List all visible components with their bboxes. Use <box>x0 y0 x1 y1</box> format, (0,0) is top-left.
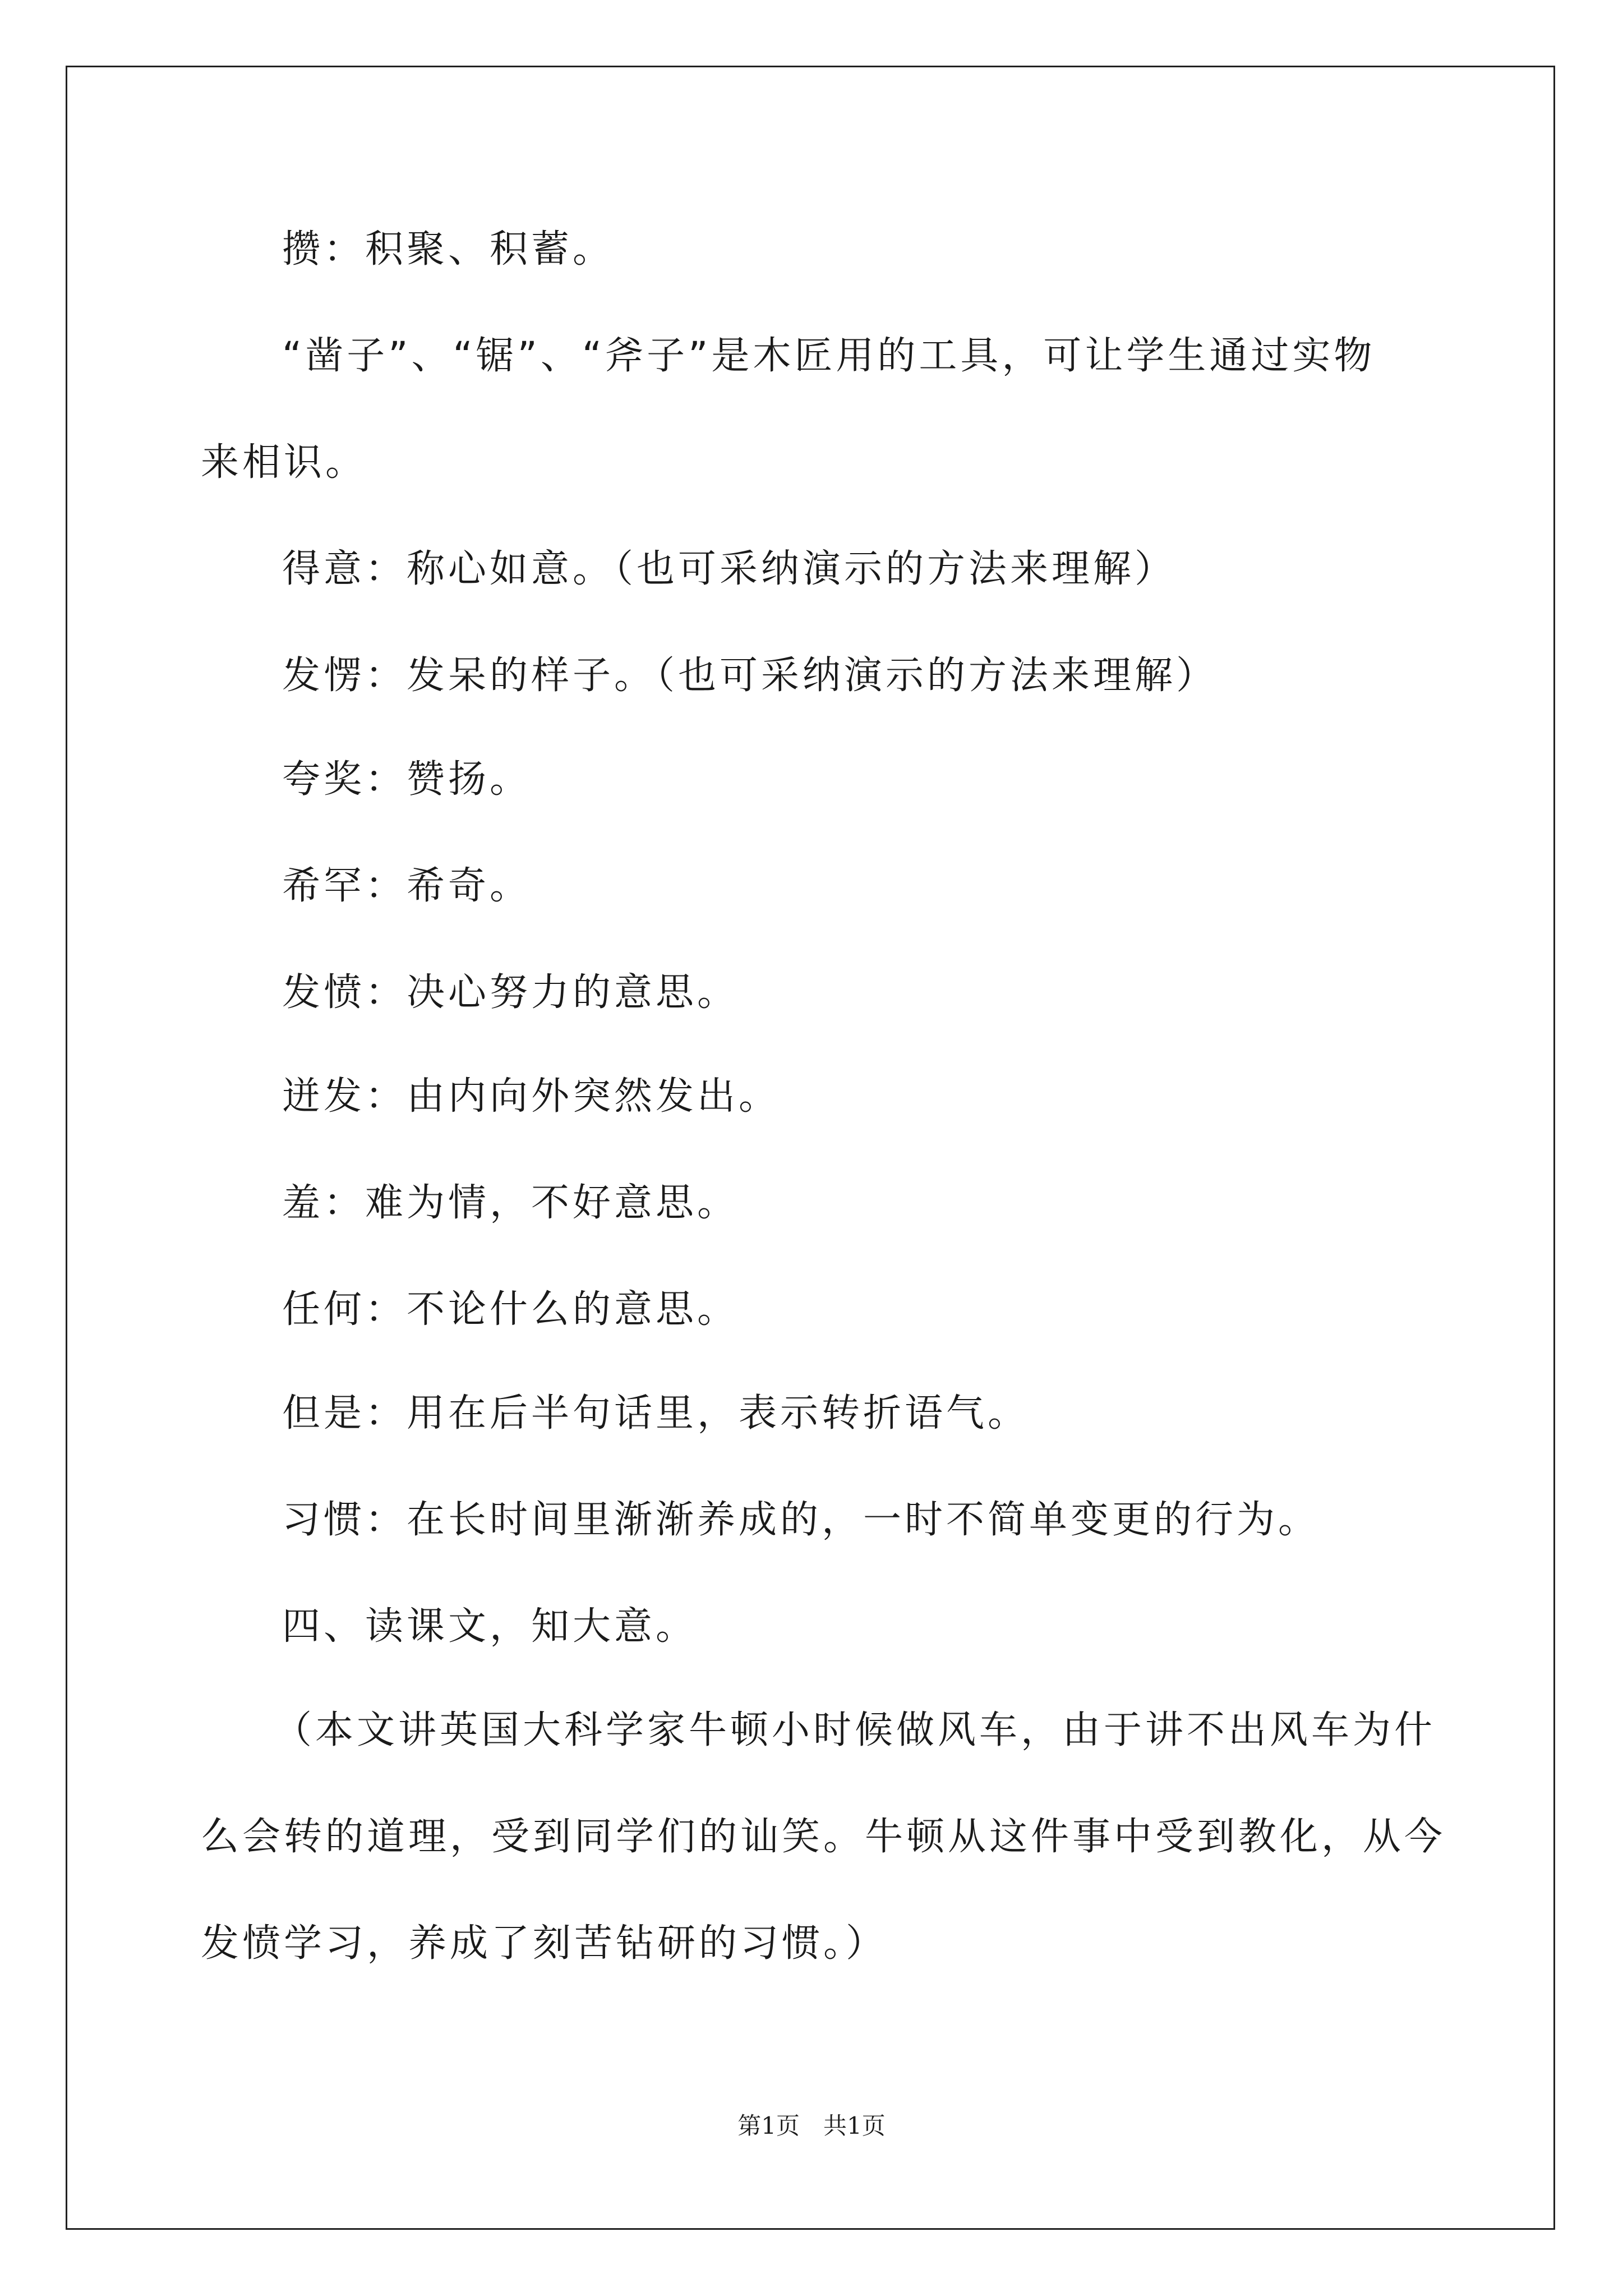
paragraph-bengfa: 迸发：由内向外突然发出。 <box>282 1074 781 1119</box>
paragraph-danshi: 但是：用在后半句话里，表示转折语气。 <box>282 1391 1030 1435</box>
page-number-footer: 第1页 共1页 <box>737 2112 886 2139</box>
paragraph-tools-line-1: “凿子”、“锯”、“斧子”是木匠用的工具，可让学生通过实物 <box>282 334 1376 378</box>
paragraph-kuajiang: 夸奖：赞扬。 <box>282 757 532 802</box>
paragraph-xiu: 羞：难为情，不好意思。 <box>282 1181 739 1225</box>
paragraph-xihan: 希罕：希奇。 <box>282 864 532 908</box>
section-heading-4: 四、读课文，知大意。 <box>282 1604 698 1649</box>
paragraph-summary-line-3: 发愤学习，养成了刻苦钻研的习惯。） <box>201 1921 888 1966</box>
paragraph-summary-line-2: 么会转的道理，受到同学们的讪笑。牛顿从这件事中受到教化，从今 <box>201 1815 1446 1859</box>
paragraph-deyi: 得意：称心如意。（也可采纳演示的方法来理解） <box>282 547 1177 591</box>
paragraph-tools-line-2: 来相识。 <box>201 440 367 485</box>
page-border <box>66 66 1555 2230</box>
paragraph-fale: 发愣：发呆的样子。（也可采纳演示的方法来理解） <box>282 654 1218 698</box>
paragraph-fafen: 发愤：决心努力的意思。 <box>282 970 739 1015</box>
paragraph-summary-line-1: （本文讲英国大科学家牛顿小时候做风车，由于讲不出风车为什 <box>274 1708 1436 1752</box>
paragraph-renhe: 任何：不论什么的意思。 <box>282 1287 739 1332</box>
paragraph-zan: 攒：积聚、积蓄。 <box>282 227 615 272</box>
paragraph-xiguan: 习惯：在长时间里渐渐养成的，一时不简单变更的行为。 <box>282 1498 1320 1542</box>
